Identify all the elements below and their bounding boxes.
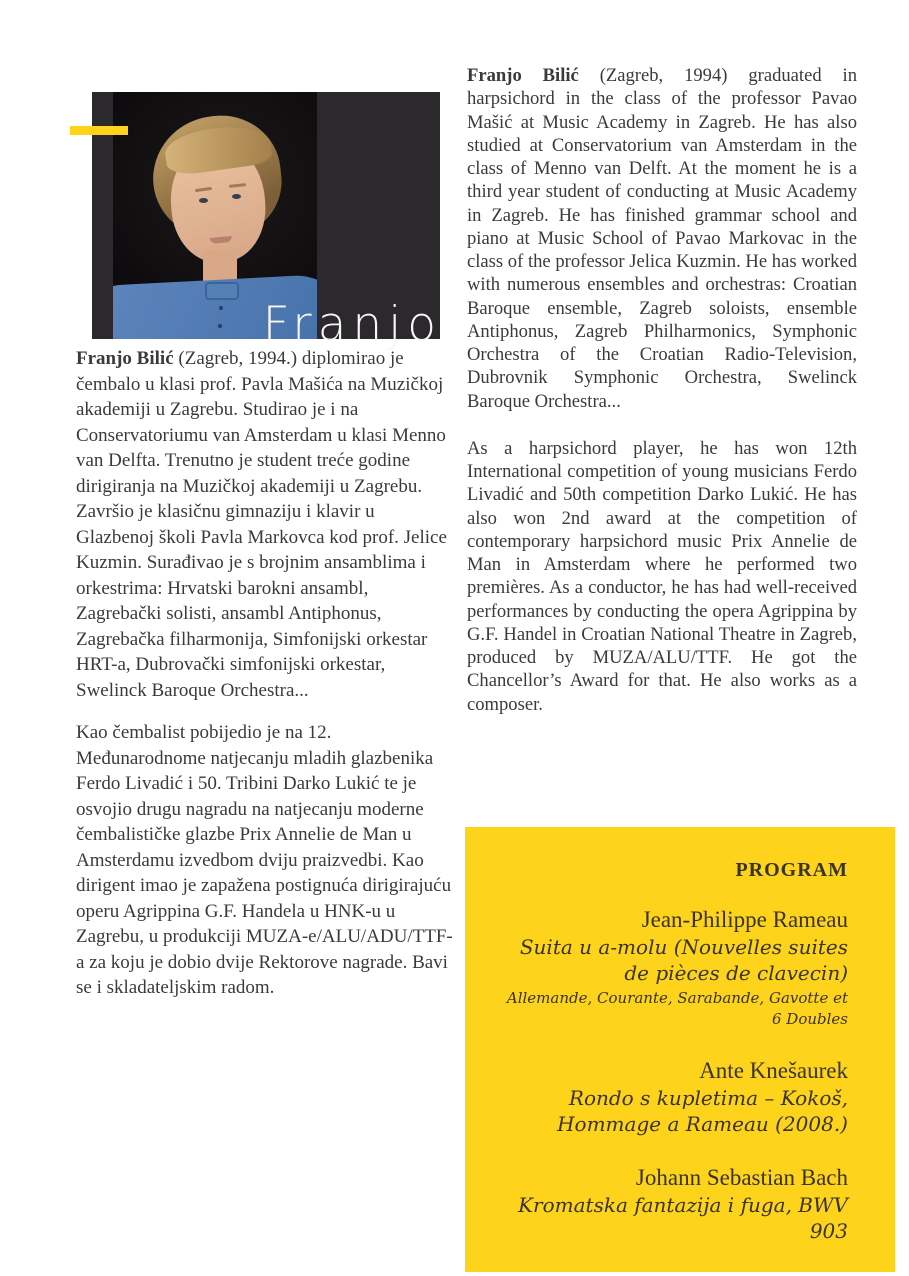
composer-name: Jean-Philippe Rameau xyxy=(641,907,848,932)
composer-name: Ante Knešaurek xyxy=(699,1058,848,1083)
bio-hr-paragraph-2 xyxy=(76,720,454,1001)
program-entry-knesaurek xyxy=(493,1057,848,1137)
work-movements: Allemande, Courante, Sarabande, Gavotte et 6 Doubles xyxy=(506,989,848,1028)
portrait-name-overlay: Franjo xyxy=(262,297,442,352)
work-title: Suita u a-molu (Nouvelles suites de pièces de clavecin) xyxy=(519,935,848,985)
bio-hr-paragraph-1 xyxy=(76,346,454,703)
work-title: Rondo s kupletima – Kokoš, Hommage a Rameau (2008.) xyxy=(557,1086,848,1136)
bio-croatian-column xyxy=(76,346,454,1018)
portrait-shirt-button xyxy=(219,306,223,310)
bio-hr-paragraph-2-text: Kao čembalist pobijedio je na 12. Međunarodnome natjecanju mladih glazbenika Ferdo Livadić i 50. Tribini Darko Lukić te je osvojio drugu nagradu na natjecanju moderne čembalističke glazbe Prix Annelie de Man u Amsterdamu izvedbom dviju praizvedbi. Kao dirigent imao je zapažena postignuća dirigirajuću operu Agrippina G.F. Handela u HNK-u u Zagrebu, u produkciji MUZA-e/ALU/ADU/TTF-a za koju je dobio dvije Rektorove nagrade. Bavi se i skladateljskim radom. xyxy=(76,722,453,998)
program-box xyxy=(465,827,895,1272)
portrait-photo-box xyxy=(92,92,442,352)
portrait-shirt-button xyxy=(218,324,222,328)
portrait-shirt-collar xyxy=(205,282,239,300)
bio-en-paragraph-2-text: As a harpsichord player, he has won 12th International competition of young musicians Ferdo Livadić and 50th competition Darko Lukić. He has also won 2nd award at the competition of contemporary harpsichord music Prix Annelie de Man in Amsterdam where he performed two premières. As a conductor, he has had well-received performances by conducting the opera Agrippina by G.F. Handel in Croatian National Theatre in Zagreb, produced by MUZA/ALU/TTF. He got the Chancellor’s Award for that. He also works as a composer. xyxy=(467,437,857,715)
program-entry-bach xyxy=(493,1164,848,1244)
bio-en-paragraph-1 xyxy=(467,64,857,413)
yellow-accent-bar xyxy=(70,126,128,135)
bio-english-column xyxy=(467,64,857,740)
person-name-hr: Franjo Bilić xyxy=(76,348,174,369)
bio-hr-paragraph-1-text: (Zagreb, 1994.) diplomirao je čembalo u klasi prof. Pavla Mašića na Muzičkoj akademiji u Zagrebu. Studirao je i na Conservatoriumu van Amsterdam u klasi Menno van Delfta. Trenutno je student treće godine dirigiranja na Muzičkoj akademiji u Zagrebu. Završio je klasičnu gimnaziju i klavir u Glazbenoj školi Pavla Markovca kod prof. Jelice Kuzmin. Surađivao je s brojnim ansamblima i orkestrima: Hrvatski barokni ansambl, Zagrebački solisti, ansambl Antiphonus, Zagrebačka filharmonija, Simfonijski orkestar HRT-a, Dubrovački simfonijski orkestar, Swelinck Baroque Orchestra... xyxy=(76,348,447,701)
program-entry-rameau xyxy=(493,906,848,1030)
program-heading: PROGRAM xyxy=(735,859,848,881)
work-title: Kromatska fantazija i fuga, BWV 903 xyxy=(518,1193,848,1243)
portrait-eye-right xyxy=(232,194,241,199)
bio-en-paragraph-2 xyxy=(467,437,857,716)
portrait-eye-left xyxy=(199,198,208,203)
bio-en-paragraph-1-text: (Zagreb, 1994) graduated in harpsichord in the class of the professor Pavao Mašić at Music Academy in Zagreb. He has also studied at Conservatorium van Amsterdam in the class of Menno van Delft. At the moment he is a third year student of conducting at Music Academy in Zagreb. He has finished grammar school and piano at Music School of Pavao Markovac in the class of the professor Jelica Kuzmin. He has worked with numerous ensembles and orchestras: Croatian Baroque ensemble, Zagreb soloists, ensemble Antiphonus, Zagreb Philharmonics, Symphonic Orchestra of the Croatian Radio-Television, Dubrovnik Symphonic Orchestra, Swelinck Baroque Orchestra... xyxy=(467,65,858,412)
person-name-en: Franjo Bilić xyxy=(467,65,579,86)
composer-name: Johann Sebastian Bach xyxy=(635,1165,848,1190)
